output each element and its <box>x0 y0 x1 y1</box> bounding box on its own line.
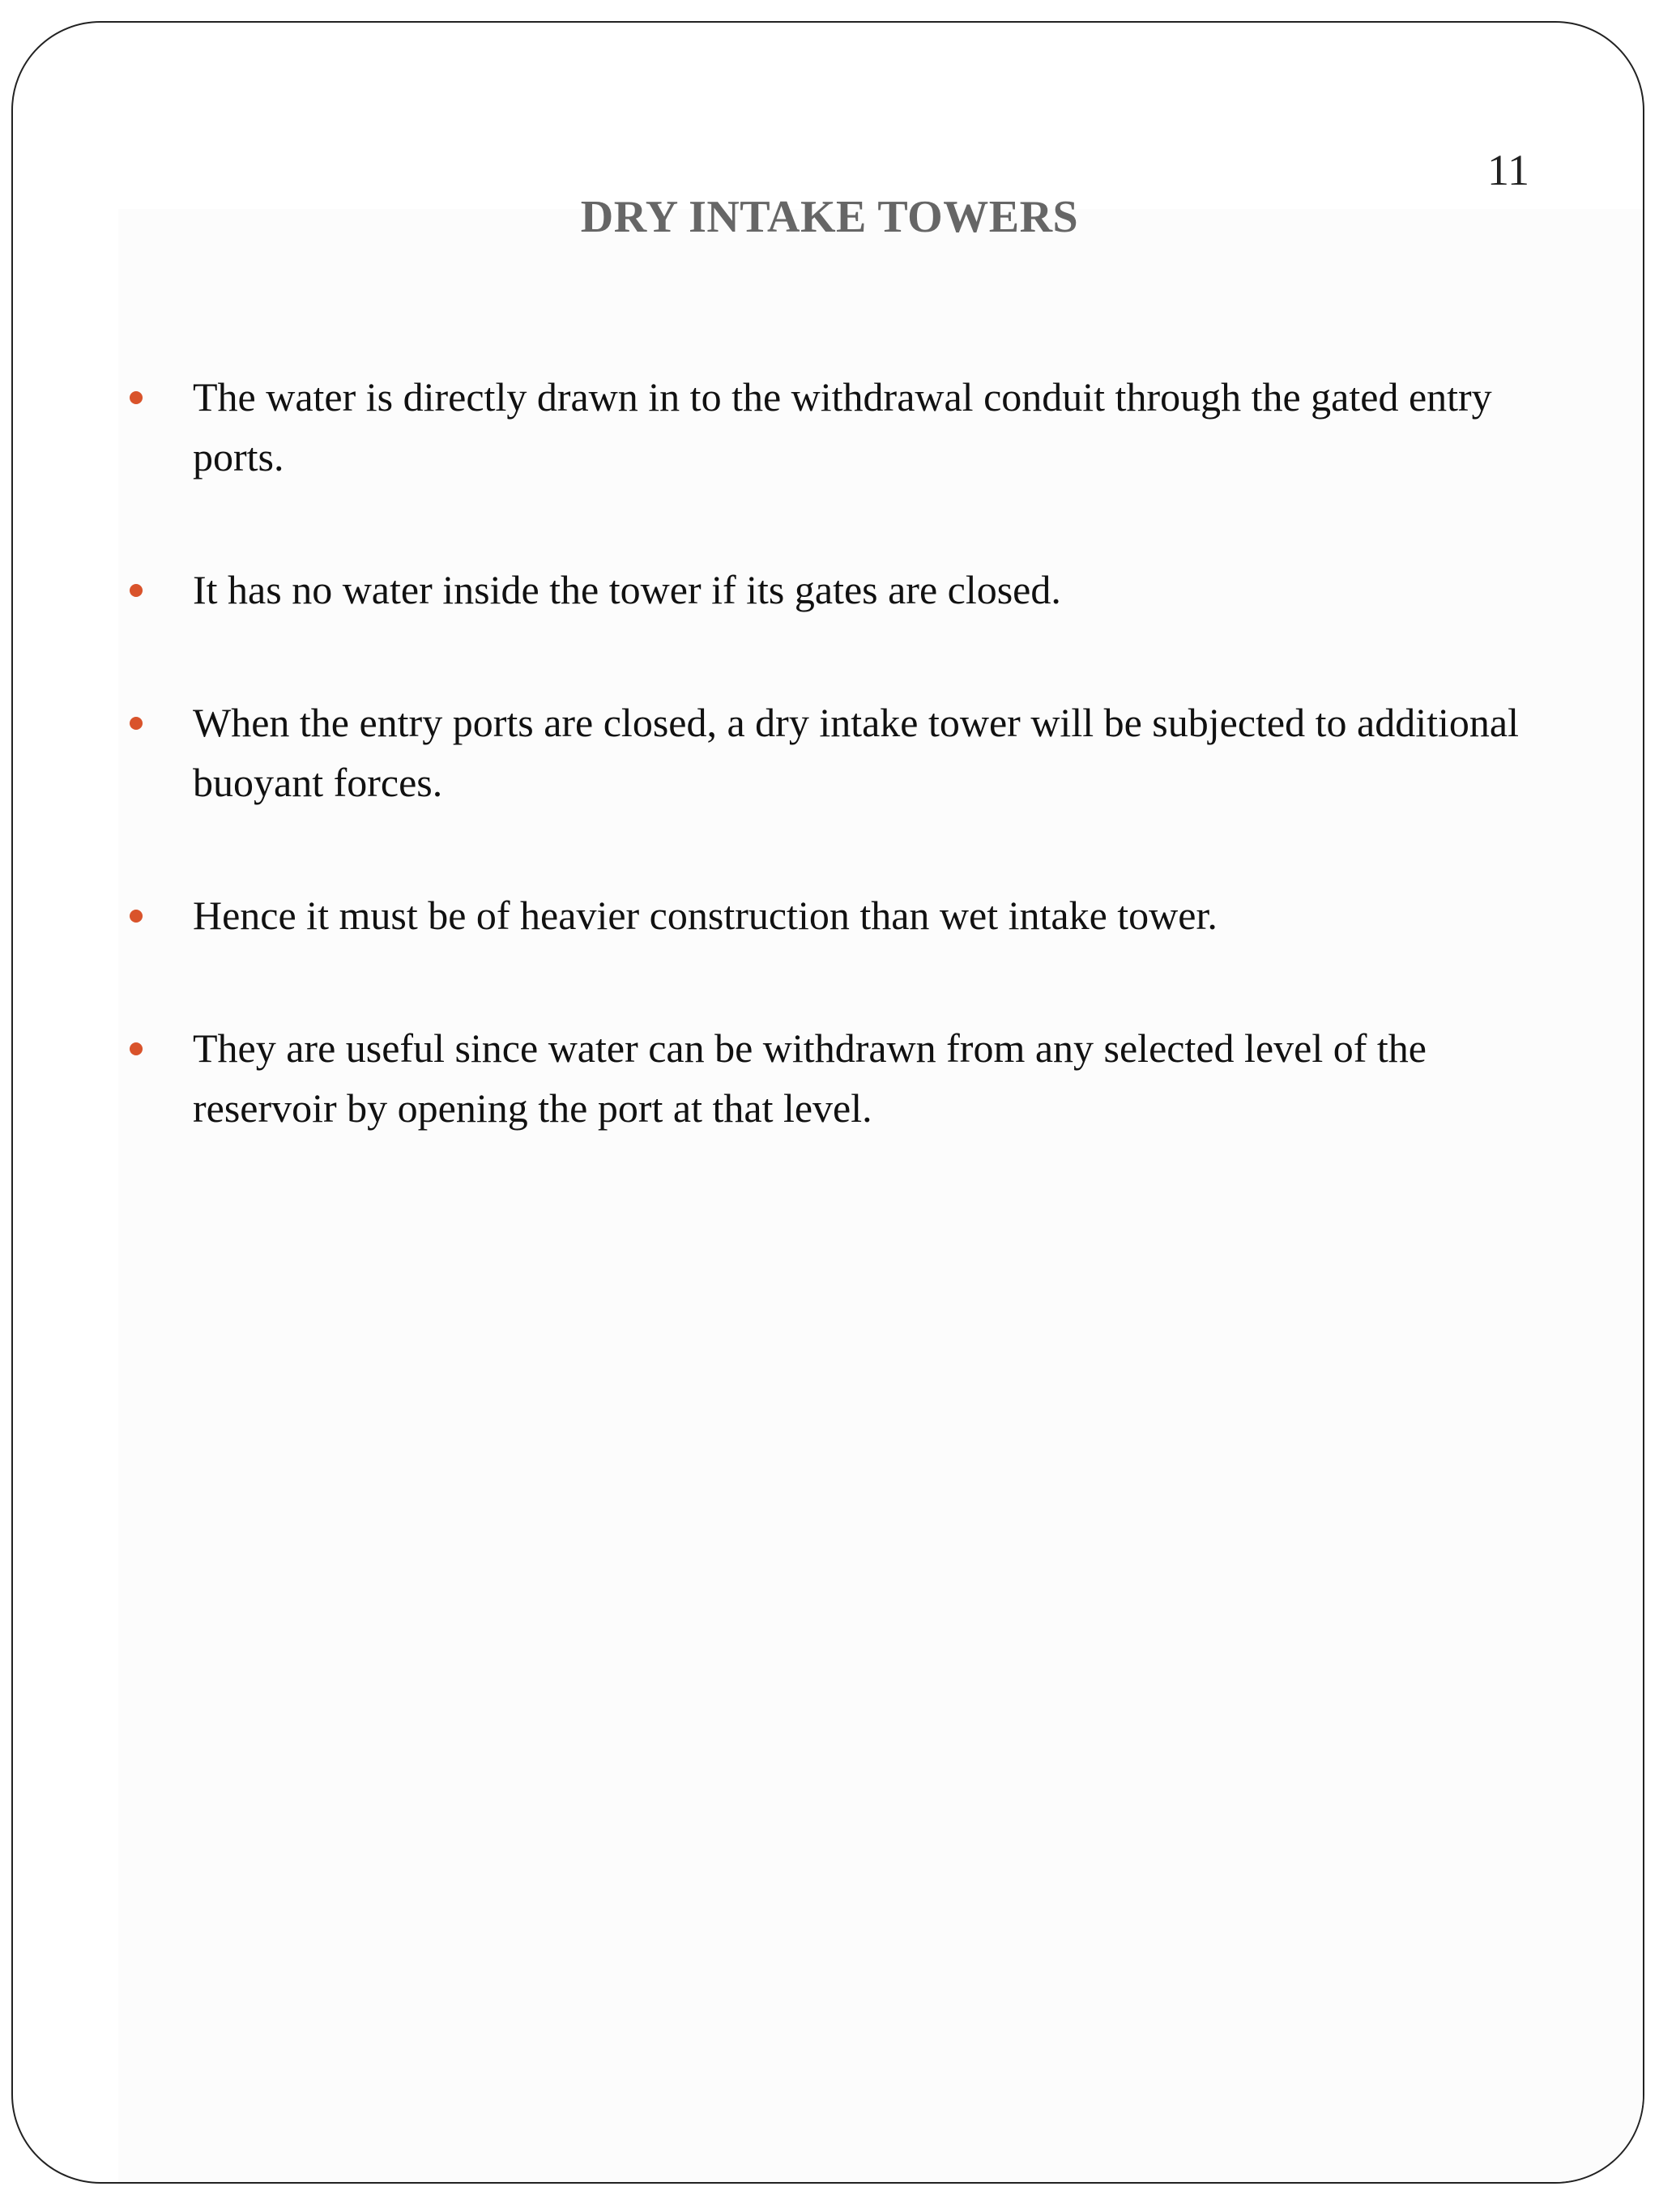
bullet-dot-icon <box>130 584 143 597</box>
bullet-text: Hence it must be of heavier construction than wet intake tower. <box>193 893 1218 938</box>
bullet-item <box>110 560 1552 620</box>
bullet-item <box>110 693 1552 812</box>
bullet-dot-icon <box>130 1042 143 1055</box>
bullet-text: When the entry ports are closed, a dry intake tower will be subjected to additional buoyant forces. <box>193 700 1519 805</box>
bullet-item <box>110 367 1552 487</box>
slide <box>11 21 1644 2184</box>
bullet-item <box>110 885 1552 945</box>
bullet-dot-icon <box>130 910 143 923</box>
bullet-dot-icon <box>130 391 143 404</box>
bullet-text: They are useful since water can be withdrawn from any selected level of the reservoir by opening the port at that level. <box>193 1025 1427 1131</box>
bullet-item <box>110 1018 1552 1138</box>
bullet-dot-icon <box>130 717 143 730</box>
slide-title: DRY INTAKE TOWERS <box>580 192 1079 242</box>
bullet-list <box>110 367 1552 1211</box>
bullet-text: It has no water inside the tower if its gates are closed. <box>193 567 1061 612</box>
bullet-text: The water is directly drawn in to the withdrawal conduit through the gated entry ports. <box>193 374 1492 479</box>
page-number: 11 <box>1487 146 1529 194</box>
